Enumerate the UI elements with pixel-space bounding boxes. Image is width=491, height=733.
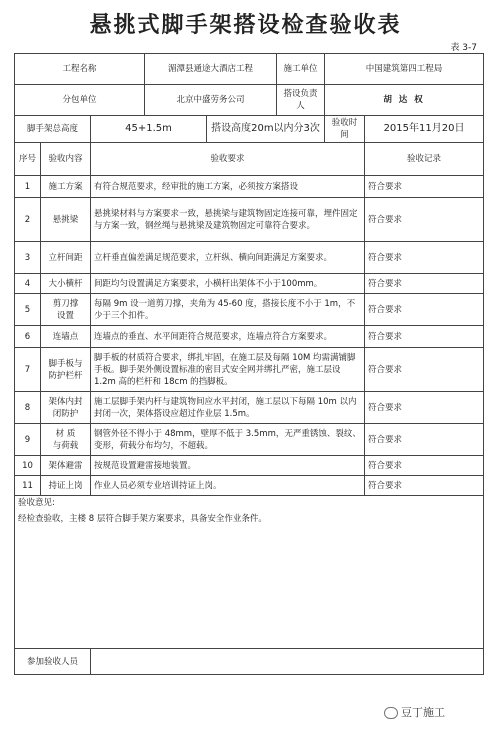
row-item: 悬挑梁 <box>41 198 91 242</box>
row-item: 架体内封 闭防护 <box>41 392 91 424</box>
row-record: 符合要求 <box>365 274 484 294</box>
date-value: 2015年11月20日 <box>365 116 484 143</box>
table-row <box>15 294 484 326</box>
row-number: 5 <box>15 294 41 326</box>
row-number: 11 <box>15 476 41 496</box>
row-number: 9 <box>15 424 41 456</box>
row-record: 符合要求 <box>365 348 484 392</box>
height-label: 脚手架总高度 <box>15 116 91 143</box>
row-record: 符合要求 <box>365 476 484 496</box>
table-number: 表 3-7 <box>450 43 477 53</box>
row-requirement: 作业人员必须专业培训持证上岗。 <box>91 476 365 496</box>
signers-field[interactable] <box>91 649 484 675</box>
row-number: 1 <box>15 176 41 198</box>
row-record: 符合要求 <box>365 424 484 456</box>
row-requirement: 间距均匀设置满足方案要求，小横杆出架体不小于100mm。 <box>91 274 365 294</box>
row-record: 符合要求 <box>365 242 484 274</box>
inspection-table <box>14 53 484 675</box>
row-requirement: 悬挑梁材料与方案要求一致，悬挑梁与建筑物固定连接可靠，埋件固定与方案一致，钢丝绳与悬挑梁及建筑物固定可靠符合要求。 <box>91 198 365 242</box>
table-row <box>15 424 484 456</box>
row-item: 剪刀撑 设置 <box>41 294 91 326</box>
table-row <box>15 348 484 392</box>
row-number: 4 <box>15 274 41 294</box>
sub-label: 分包单位 <box>15 85 145 116</box>
person-label: 搭设负责人 <box>277 85 325 116</box>
inspection-rows <box>15 176 484 496</box>
signers-label: 参加验收人员 <box>15 649 91 675</box>
row-item: 连墙点 <box>41 326 91 348</box>
row-item: 架体避雷 <box>41 456 91 476</box>
row-item: 大小横杆 <box>41 274 91 294</box>
contractor-value: 中国建筑第四工程局 <box>325 54 484 85</box>
table-row <box>15 274 484 294</box>
signers-row <box>15 649 484 675</box>
table-row <box>15 198 484 242</box>
row-number: 10 <box>15 456 41 476</box>
row-number: 6 <box>15 326 41 348</box>
col-record-header: 验收记录 <box>365 143 484 176</box>
row-item: 材 质 与荷载 <box>41 424 91 456</box>
watermark <box>380 703 449 721</box>
row-record: 符合要求 <box>365 326 484 348</box>
row-requirement: 按规范设置避雷接地装置。 <box>91 456 365 476</box>
row-number: 2 <box>15 198 41 242</box>
row-number: 8 <box>15 392 41 424</box>
table-row <box>15 392 484 424</box>
col-requirement-header: 验收要求 <box>91 143 365 176</box>
project-value: 湄潭县通途大酒店工程 <box>145 54 277 85</box>
person-value: 胡 达 权 <box>325 85 484 116</box>
row-item: 脚手板与 防护栏杆 <box>41 348 91 392</box>
col-item-header: 验收内容 <box>41 143 91 176</box>
conclusion-cell <box>15 496 484 649</box>
conclusion-row <box>15 496 484 649</box>
row-number: 7 <box>15 348 41 392</box>
row-requirement: 脚手板的材质符合要求，绑扎牢固，在施工层及每隔 10M 均需满铺脚手板。脚手架外侧设置标准的密目式安全网并绑扎严密，施工层设 1.2m 高的栏杆和 18cm 的挡脚板。 <box>91 348 365 392</box>
row-record: 符合要求 <box>365 392 484 424</box>
row-number: 3 <box>15 242 41 274</box>
wechat-icon <box>384 707 398 719</box>
row-requirement: 每隔 9m 设一道剪刀撑，夹角为 45-60 度，搭接长度不小于 1m，不少于三个扣件。 <box>91 294 365 326</box>
table-row <box>15 326 484 348</box>
table-row <box>15 176 484 198</box>
row-requirement: 施工层脚手架内杆与建筑物间应水平封闭，施工层以下每隔 10m 以内封闭一次，架体搭设应超过作业层 1.5m。 <box>91 392 365 424</box>
row-item: 立杆间距 <box>41 242 91 274</box>
row-requirement: 立杆垂直偏差满足规范要求，立杆纵、横向间距满足方案要求。 <box>91 242 365 274</box>
column-header-row <box>15 143 484 176</box>
table-row <box>15 476 484 496</box>
conclusion-label: 验收意见: <box>18 498 55 508</box>
height-row <box>15 116 484 143</box>
row-requirement: 连墙点的垂直、水平间距符合规范要求，连墙点符合方案要求。 <box>91 326 365 348</box>
project-label: 工程名称 <box>15 54 145 85</box>
col-no-header: 序号 <box>15 143 41 176</box>
row-requirement: 有符合规范要求，经审批的施工方案，必须按方案搭设 <box>91 176 365 198</box>
sub-row <box>15 85 484 116</box>
date-label: 验收时间 <box>325 116 365 143</box>
height-value: 45+1.5m <box>91 116 207 143</box>
row-record: 符合要求 <box>365 456 484 476</box>
table-row <box>15 456 484 476</box>
conclusion-text: 经检查验收，主楼 8 层符合脚手架方案要求，具备安全作业条件。 <box>18 514 267 524</box>
project-row <box>15 54 484 85</box>
stage-text: 搭设高度20m以内分3次 <box>207 116 325 143</box>
row-requirement: 钢管外径不得小于 48mm，壁厚不低于 3.5mm，无严重锈蚀、裂纹、变形，荷载分布均匀，不超载。 <box>91 424 365 456</box>
watermark-text: 豆丁施工 <box>401 706 445 719</box>
contractor-label: 施工单位 <box>277 54 325 85</box>
table-row <box>15 242 484 274</box>
sub-value: 北京中盛劳务公司 <box>145 85 277 116</box>
page-title: 悬挑式脚手架搭设检查验收表 <box>89 13 402 38</box>
row-record: 符合要求 <box>365 176 484 198</box>
row-record: 符合要求 <box>365 198 484 242</box>
row-item: 持证上岗 <box>41 476 91 496</box>
row-record: 符合要求 <box>365 294 484 326</box>
row-item: 施工方案 <box>41 176 91 198</box>
